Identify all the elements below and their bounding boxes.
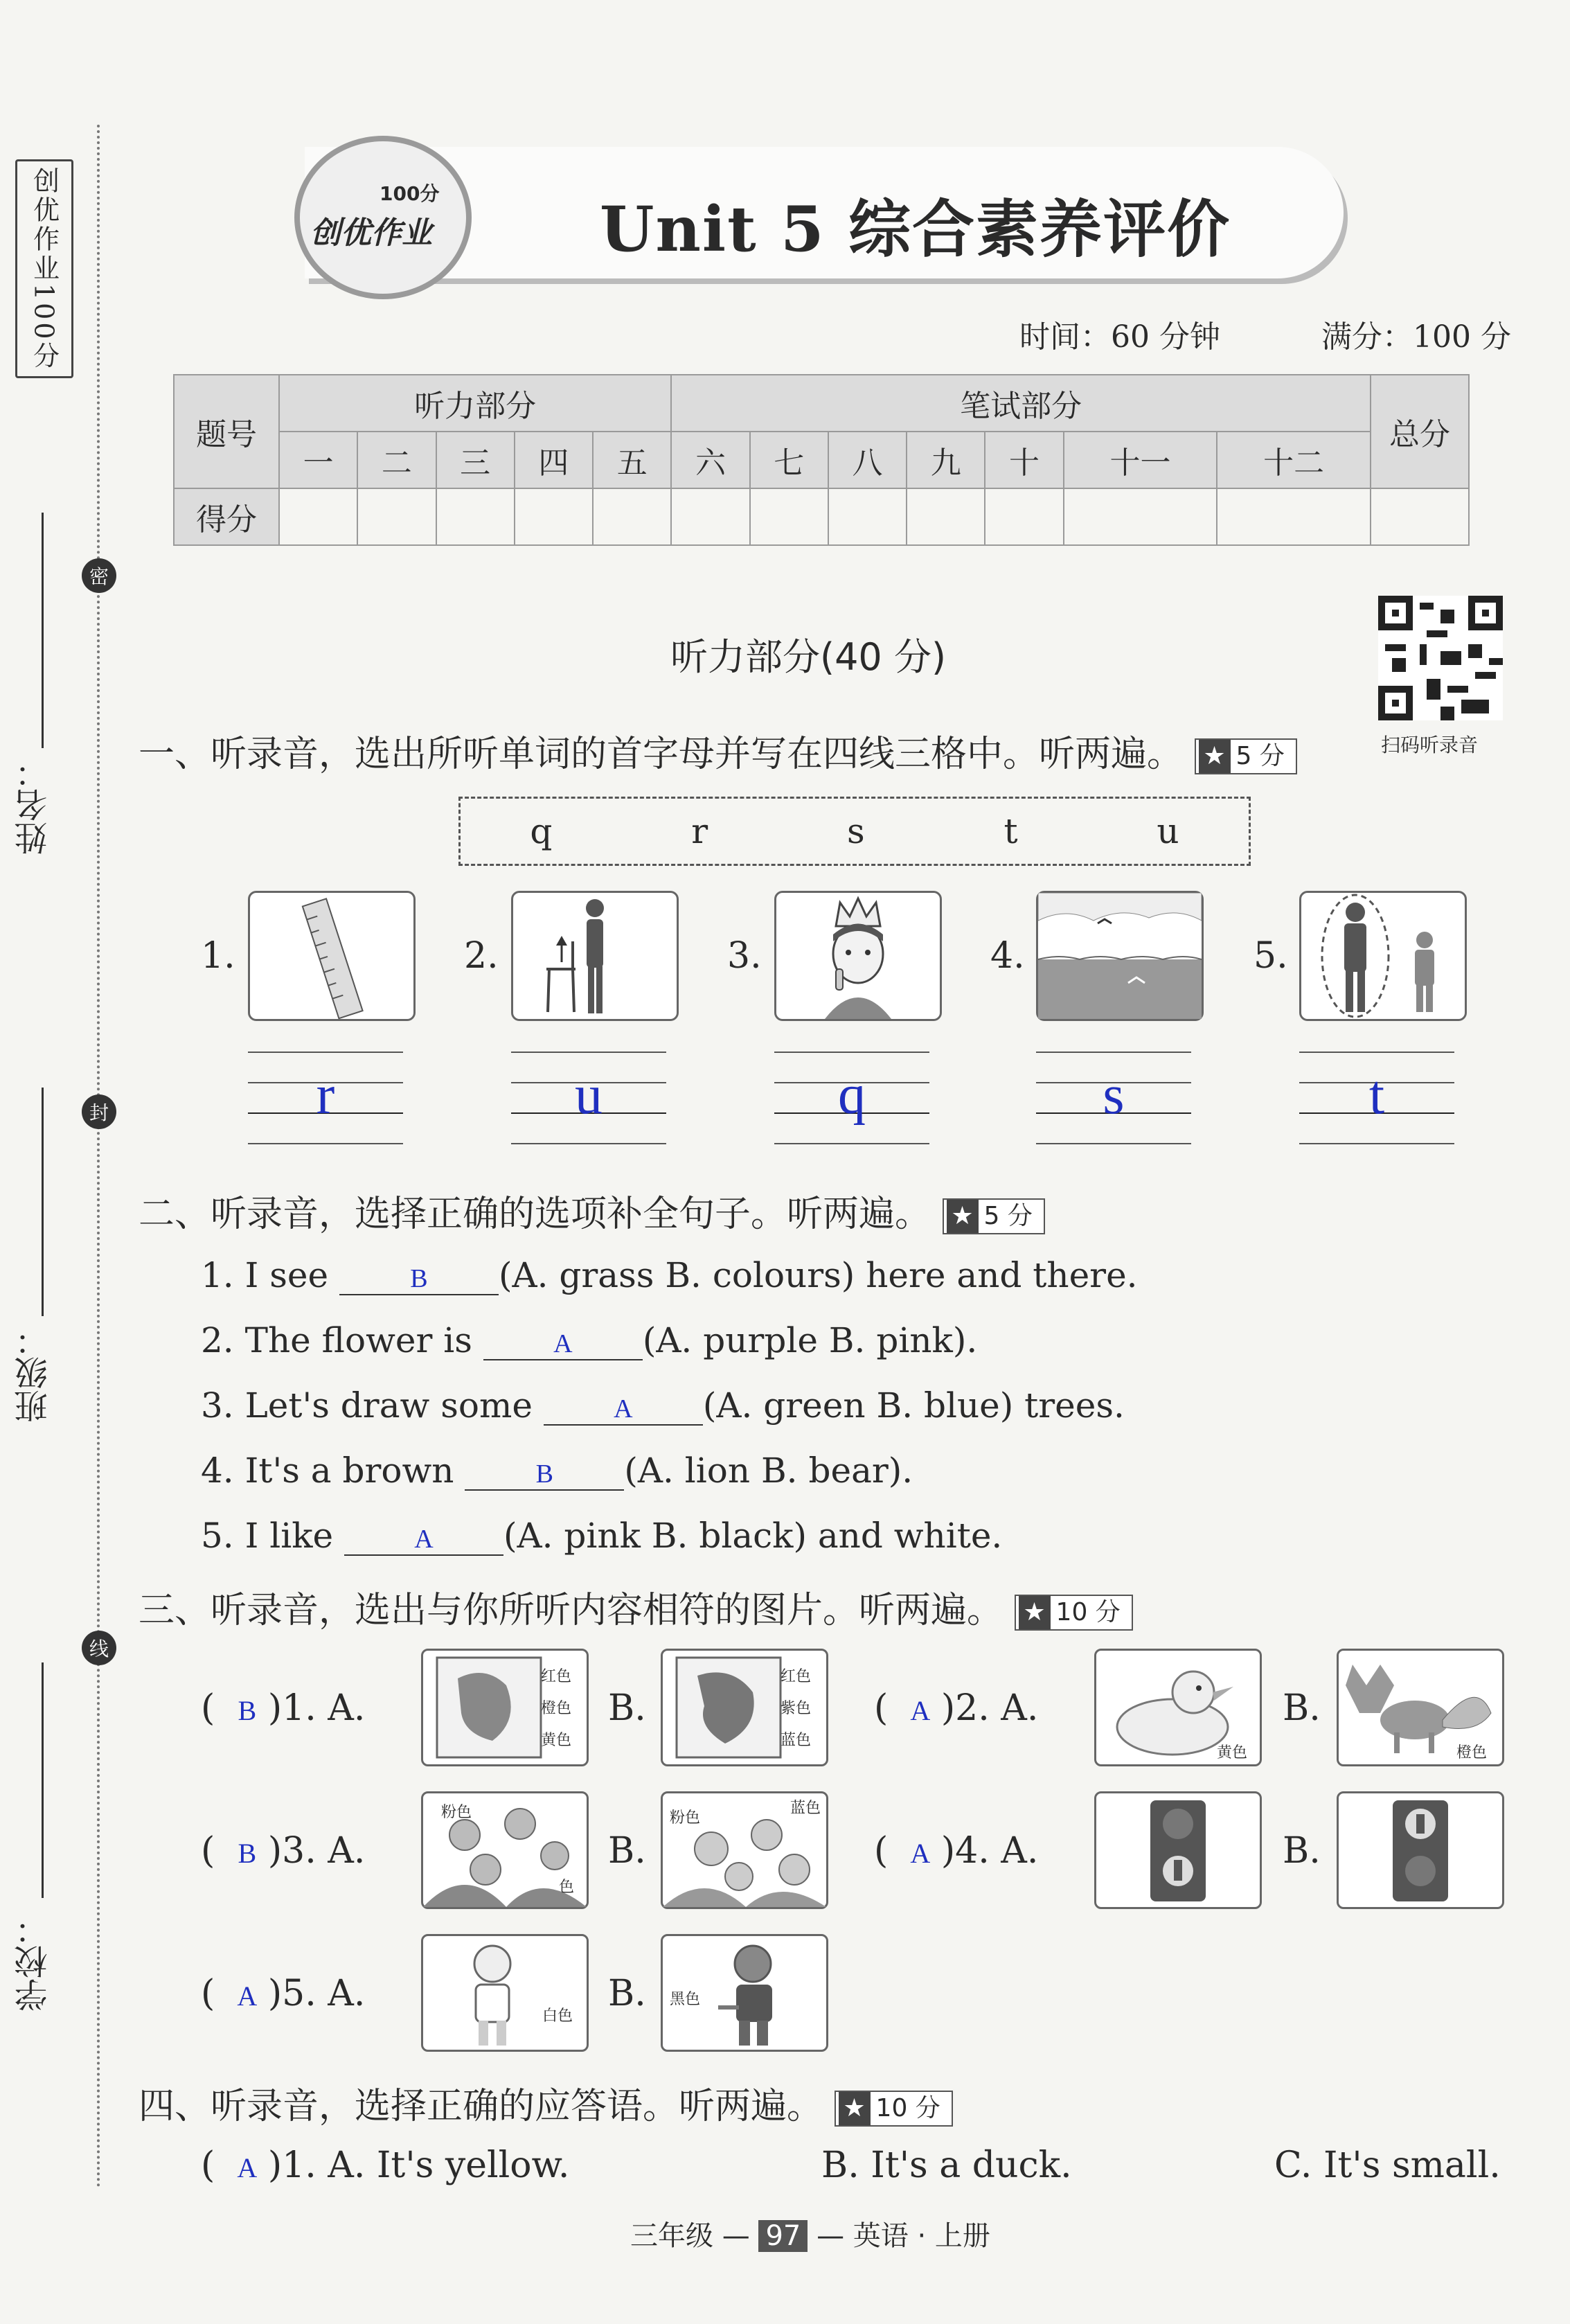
item-number: 3. [727, 935, 762, 977]
col-num: 一 [279, 432, 357, 488]
letter-options-box [458, 797, 1251, 866]
answer-letter: u [575, 1065, 603, 1126]
duck-picture: 黄色 [1094, 1649, 1262, 1766]
brand-vertical-label: 创优作业100分 [15, 159, 73, 378]
col-num: 九 [907, 432, 985, 488]
answer-letter: t [1368, 1065, 1385, 1126]
score-cell[interactable] [828, 488, 907, 545]
answer-letter: r [316, 1065, 335, 1126]
item-number: 2. [464, 935, 499, 977]
logo-100: 100分 [380, 182, 440, 205]
binding-dotted-line [97, 125, 100, 2189]
section4-title: 四、听录音，选择正确的应答语。听两遍。 ★ 10 分 [139, 2077, 953, 2129]
answer-paren[interactable]: ( B )1. A. [201, 1687, 366, 1729]
score-cell[interactable] [1064, 488, 1217, 545]
answer-paren[interactable]: ( A )5. A. [201, 1973, 366, 2014]
score-cell[interactable] [279, 488, 357, 545]
sentence-item: 3. Let's draw some A (A. green B. blue) trees. [201, 1385, 1125, 1426]
score-cell[interactable] [436, 488, 515, 545]
option-b-label: B. [608, 1973, 646, 2014]
option-c: C. It's small. [1274, 2145, 1501, 2186]
class-label: 班级： [15, 1323, 53, 1423]
class-line[interactable] [42, 1088, 44, 1316]
name-label: 姓名： [15, 755, 53, 855]
queen-picture [774, 891, 942, 1021]
sentence-item: 2. The flower is A (A. purple B. pink). [201, 1320, 978, 1360]
option-b-label: B. [608, 1830, 646, 1872]
page-footer: 三年级 — 97 — 英语 · 上册 [630, 2220, 990, 2252]
qr-code-icon[interactable] [1378, 596, 1503, 720]
col-num: 三 [436, 432, 515, 488]
four-line-grid[interactable] [774, 1052, 929, 1146]
section1-title: 一、听录音，选出所听单词的首字母并写在四线三格中。听两遍。 ★ 5 分 [139, 725, 1297, 777]
score-cell[interactable] [357, 488, 436, 545]
name-line[interactable] [42, 513, 44, 748]
col-num: 十一 [1064, 432, 1217, 488]
section2-title: 二、听录音，选择正确的选项补全句子。听两遍。 ★ 5 分 [139, 1185, 1045, 1236]
answer-letter: s [1103, 1065, 1125, 1126]
score-cell[interactable] [671, 488, 749, 545]
sentence-item: 1. I see B (A. grass B. colours) here and there. [201, 1255, 1138, 1295]
answer-blank[interactable]: A [344, 1524, 503, 1556]
full-score-info: 满分：100 分 [1321, 319, 1511, 355]
ruler-picture [248, 891, 416, 1021]
flowers-b-picture: 粉色 蓝色 [661, 1791, 828, 1909]
total-header: 总分 [1371, 375, 1469, 488]
star-icon: ★ [1199, 740, 1231, 773]
stand-up-picture [511, 891, 679, 1021]
letter-option: u [1157, 811, 1179, 851]
col-num: 十 [985, 432, 1063, 488]
page-number: 97 [758, 2220, 808, 2252]
score-cell[interactable] [1371, 488, 1469, 545]
sea-picture [1036, 891, 1204, 1021]
score-cell[interactable] [985, 488, 1063, 545]
col-num: 十二 [1217, 432, 1371, 488]
col-label: 题号 [174, 375, 279, 488]
answer-blank[interactable]: B [339, 1263, 499, 1295]
section2-points-badge: ★ 5 分 [943, 1198, 1045, 1234]
option-b-label: B. [1283, 1687, 1321, 1729]
answer-paren[interactable]: ( A )1. A. It's yellow. [201, 2145, 570, 2186]
score-table [173, 374, 1470, 546]
painting-b-picture: 红色 紫色 蓝色 [661, 1649, 828, 1766]
qr-caption: 扫码听录音 [1381, 734, 1479, 756]
col-num: 二 [357, 432, 436, 488]
traffic-light-b-picture [1337, 1791, 1504, 1909]
option-b: B. It's a duck. [821, 2145, 1072, 2186]
listening-header: 听力部分 [279, 375, 671, 432]
section3-title: 三、听录音，选出与你所听内容相符的图片。听两遍。 ★ 10 分 [139, 1581, 1133, 1633]
col-num: 七 [750, 432, 828, 488]
option-b-label: B. [1283, 1830, 1321, 1872]
section4-points-badge: ★ 10 分 [835, 2091, 953, 2127]
col-num: 八 [828, 432, 907, 488]
school-line[interactable] [42, 1662, 44, 1898]
four-line-grid[interactable] [511, 1052, 666, 1146]
section3-points-badge: ★ 10 分 [1015, 1595, 1133, 1631]
page-title: Unit 5 综合素养评价 [600, 193, 1231, 266]
four-line-grid[interactable] [1299, 1052, 1454, 1146]
item-number: 4. [990, 935, 1025, 977]
star-icon: ★ [947, 1200, 979, 1233]
score-cell[interactable] [1217, 488, 1371, 545]
time-info: 时间：60 分钟 [1019, 319, 1220, 355]
section1-points-badge: ★ 5 分 [1195, 738, 1297, 774]
seal-feng: 封 [82, 1094, 116, 1129]
star-icon: ★ [1019, 1596, 1051, 1629]
score-cell[interactable] [515, 488, 593, 545]
sentence-item: 4. It's a brown B (A. lion B. bear). [201, 1451, 913, 1491]
painting-a-picture: 红色 橙色 黄色 [421, 1649, 589, 1766]
letter-option: r [691, 811, 708, 851]
letter-option: q [530, 811, 553, 851]
score-cell[interactable] [907, 488, 985, 545]
tall-picture [1299, 891, 1467, 1021]
item-number: 5. [1254, 935, 1288, 977]
answer-blank[interactable]: A [483, 1329, 643, 1360]
boy-white-picture: 白色 [421, 1934, 589, 2052]
star-icon: ★ [839, 2092, 871, 2125]
flowers-a-picture: 粉色 色 [421, 1791, 589, 1909]
answer-blank[interactable]: B [465, 1459, 624, 1491]
answer-paren[interactable]: ( A )4. A. [874, 1830, 1039, 1872]
writing-header: 笔试部分 [671, 375, 1371, 432]
seal-xian: 线 [82, 1631, 116, 1665]
four-line-grid[interactable] [1036, 1052, 1191, 1146]
col-num: 四 [515, 432, 593, 488]
score-cell[interactable] [750, 488, 828, 545]
answer-blank[interactable]: A [544, 1394, 703, 1426]
school-label: 学校： [15, 1912, 53, 2012]
letter-option: s [846, 811, 865, 851]
answer-paren[interactable]: ( B )3. A. [201, 1830, 366, 1872]
col-num: 六 [671, 432, 749, 488]
row-label: 得分 [174, 488, 279, 545]
item-number: 1. [201, 935, 235, 977]
four-line-grid[interactable] [248, 1052, 403, 1146]
fox-picture: 橙色 [1337, 1649, 1504, 1766]
letter-option: t [1003, 811, 1018, 851]
score-cell[interactable] [593, 488, 671, 545]
boy-black-picture: 黑色 [661, 1934, 828, 2052]
logo-text: 创优作业 [310, 215, 432, 251]
answer-paren[interactable]: ( A )2. A. [874, 1687, 1039, 1729]
traffic-light-a-picture [1094, 1791, 1262, 1909]
seal-mi: 密 [82, 558, 116, 593]
sentence-item: 5. I like A (A. pink B. black) and white. [201, 1516, 1003, 1556]
answer-letter: q [838, 1065, 866, 1126]
option-b-label: B. [608, 1687, 646, 1729]
listening-title: 听力部分(40 分) [670, 635, 947, 679]
col-num: 五 [593, 432, 671, 488]
